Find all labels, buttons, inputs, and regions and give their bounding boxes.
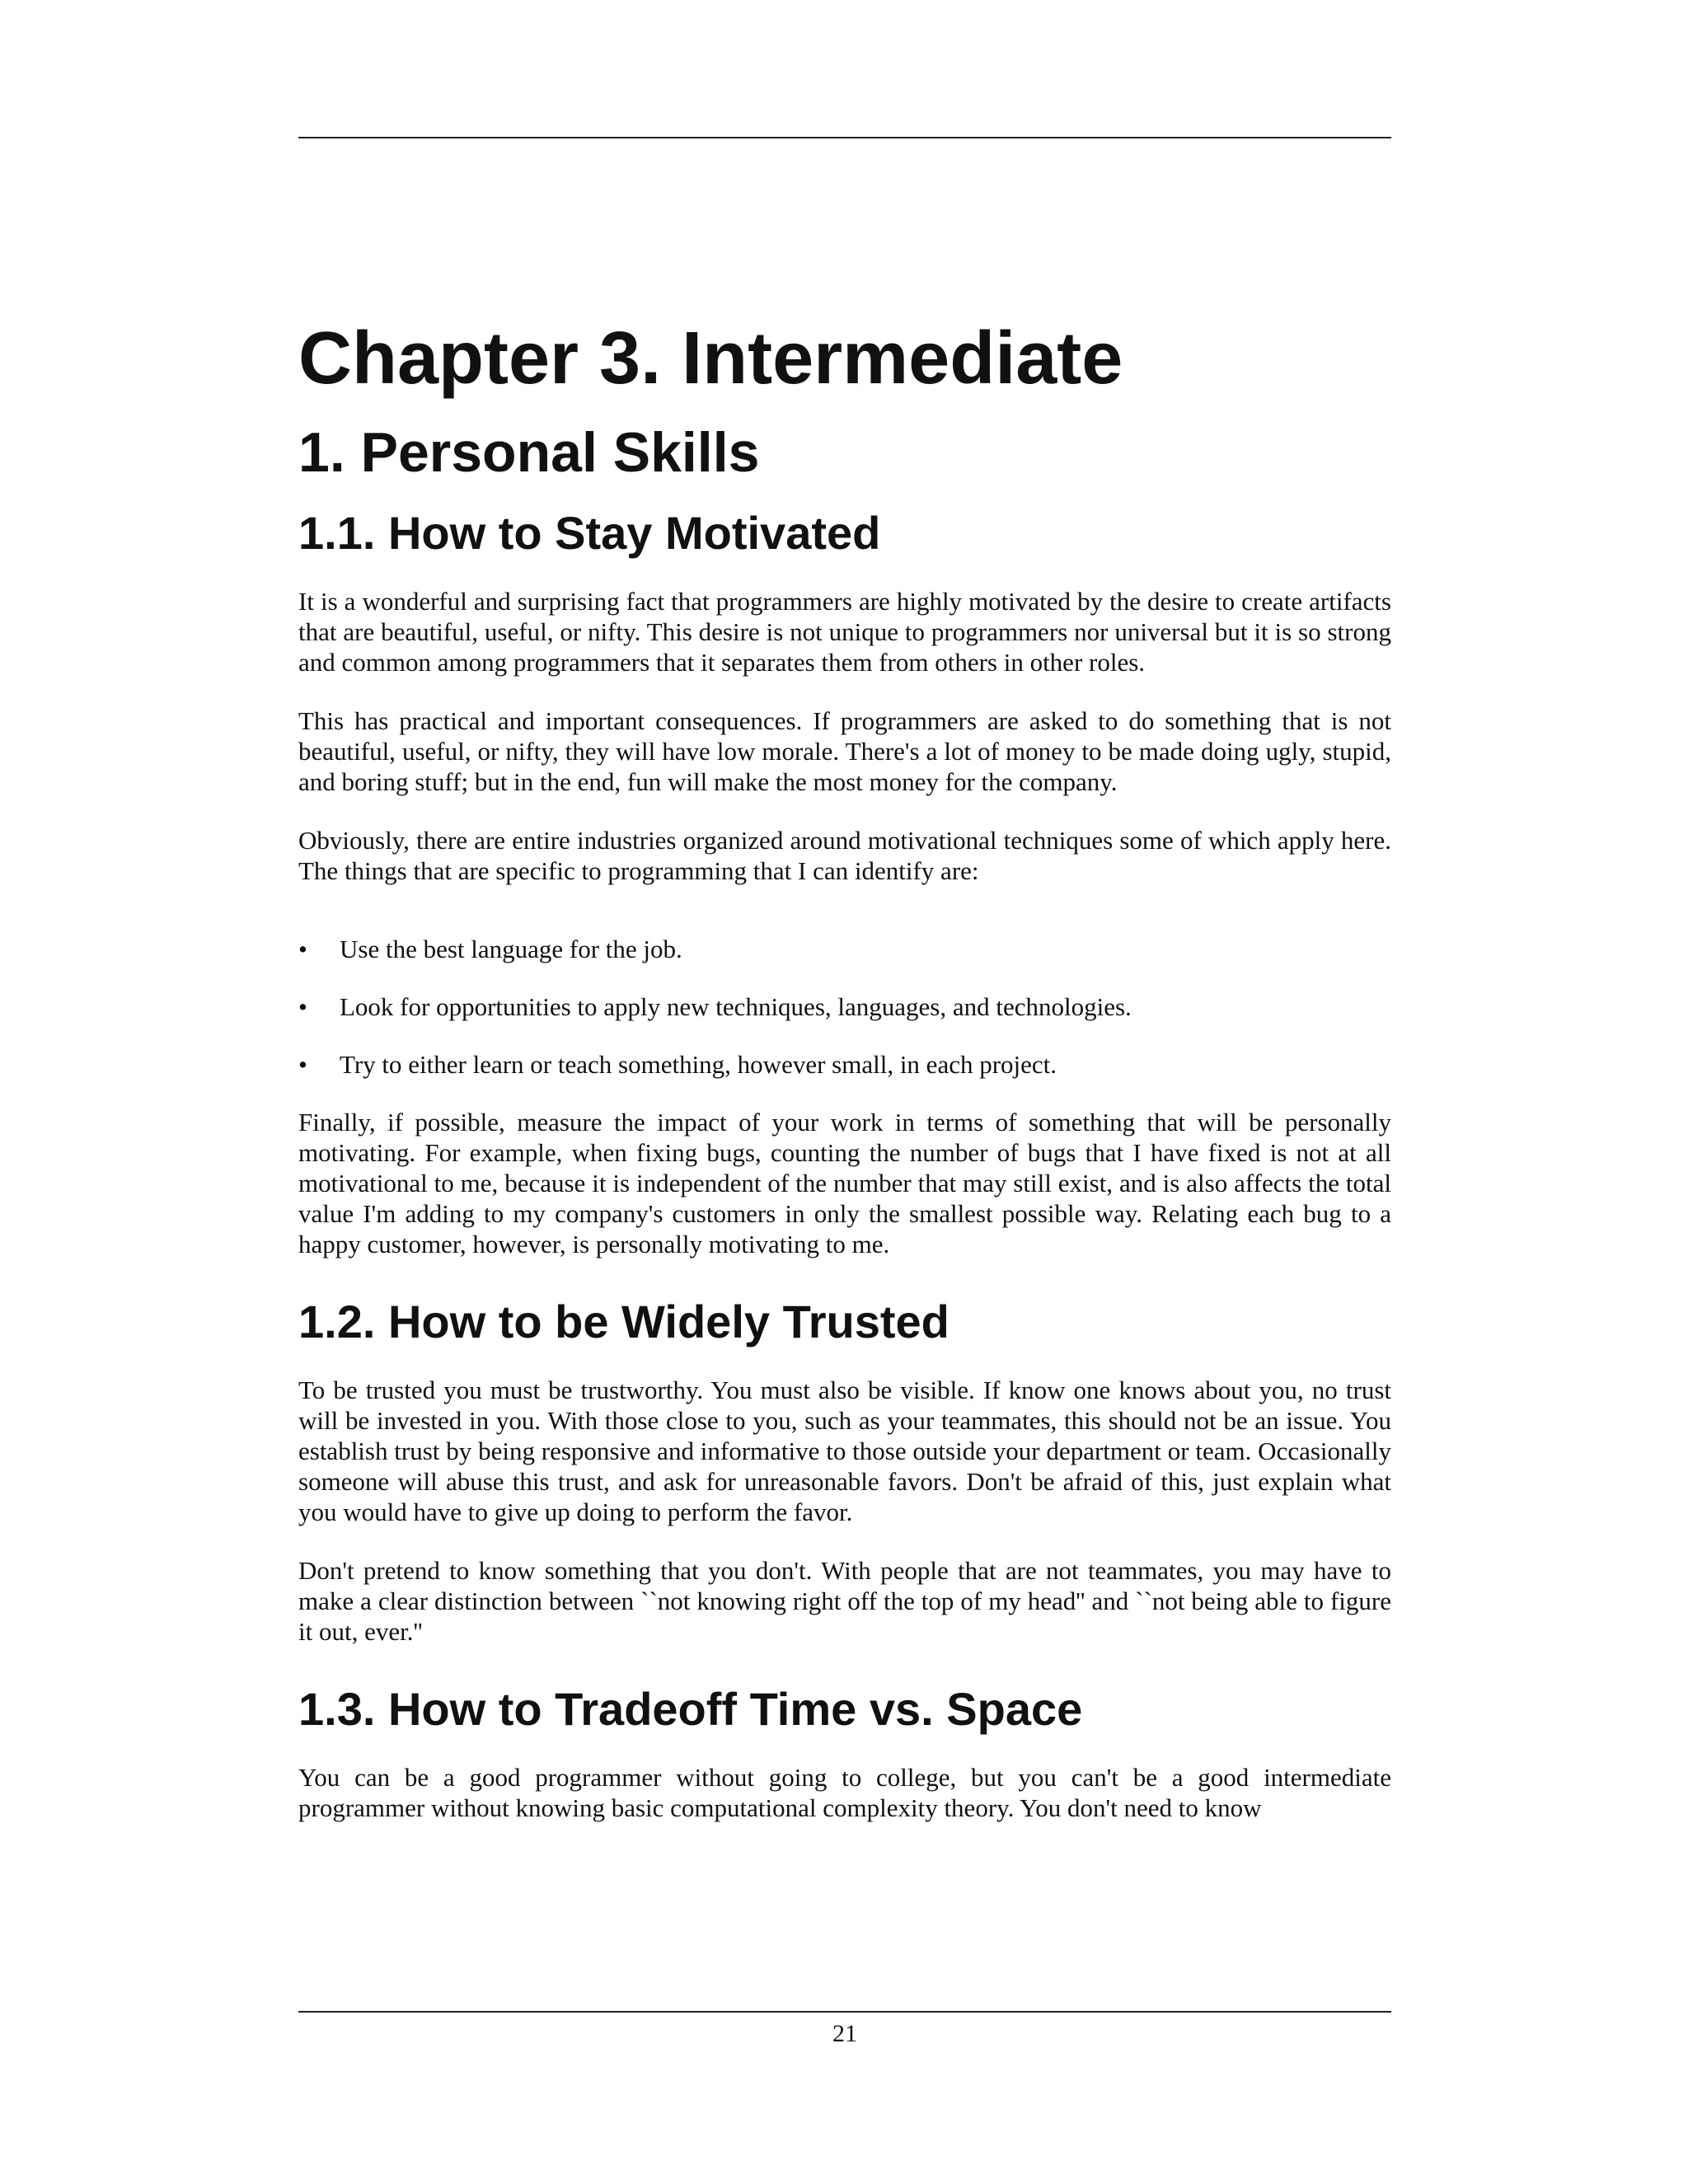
list-item-text: Use the best language for the job. [340, 935, 682, 963]
subsection-title-tradeoff: 1.3. How to Tradeoff Time vs. Space [298, 1683, 1083, 1735]
subsection-title-trusted: 1.2. How to be Widely Trusted [298, 1296, 950, 1347]
page-content [298, 309, 1391, 1851]
chapter-title: Chapter 3. Intermediate [298, 317, 1123, 400]
paragraph: Finally, if possible, measure the impact of your work in terms of something that will be personally motivating. For example, when fixing bugs, counting the number of bugs that I have fixed is not at all motivational to me, because it is independent of the number that may still exist, and is also affects the total value I'm adding to my company's customers in only the smallest possible way. Relating each bug to a happy customer, however, is personally motivating to me. [298, 1108, 1391, 1258]
paragraph: This has practical and important consequences. If programmers are asked to do something that is not beautiful, useful, or nifty, they will have low morale. There's a lot of money to be made doing ugly, stupid, and boring stuff; but in the end, fun will make the most money for the company. [298, 706, 1391, 796]
list-item [298, 1049, 1391, 1080]
list-item-text: Look for opportunities to apply new techniques, languages, and technologies. [340, 992, 1132, 1021]
paragraph: Don't pretend to know something that you don't. With people that are not teammates, you may have to make a clear distinction between ``not knowing right off the top of my head'' and ``not being able to figure it out, ever.'' [298, 1556, 1391, 1646]
list-item-text: Try to either learn or teach something, however small, in each project. [340, 1050, 1057, 1079]
footer-rule [298, 2011, 1391, 2013]
paragraph: Obviously, there are entire industries organized around motivational techniques some of which apply here. The things that are specific to programming that I can identify are: [298, 826, 1391, 885]
bullet-glyph: • [298, 1050, 307, 1079]
bullet-list [298, 934, 1391, 1080]
subsection-title-motivated: 1.1. How to Stay Motivated [298, 507, 881, 559]
paragraph: It is a wonderful and surprising fact that programmers are highly motivated by the desire to create artifacts that are beautiful, useful, or nifty. This desire is not unique to programmers nor universal but it is so strong and common among programmers that it separates them from others in other roles. [298, 587, 1391, 677]
list-item [298, 934, 1391, 964]
page-number: 21 [832, 2020, 857, 2047]
paragraph: To be trusted you must be trustworthy. You must also be visible. If know one knows about you, no trust will be invested in you. With those close to you, such as your teammates, this should not be an issue. You establish trust by being responsive and informative to those outside your department or team. Occasionally someone will abuse this trust, and ask for unreasonable favors. Don't be afraid of this, just explain what you would have to give up doing to perform the favor. [298, 1376, 1391, 1526]
list-item [298, 991, 1391, 1022]
bullet-glyph: • [298, 935, 307, 963]
header-rule [298, 137, 1391, 138]
paragraph: You can be a good programmer without going to college, but you can't be a good intermediate programmer without knowing basic computational complexity theory. You don't need to know [298, 1763, 1391, 1822]
section-title: 1. Personal Skills [298, 421, 760, 484]
bullet-glyph: • [298, 992, 307, 1021]
